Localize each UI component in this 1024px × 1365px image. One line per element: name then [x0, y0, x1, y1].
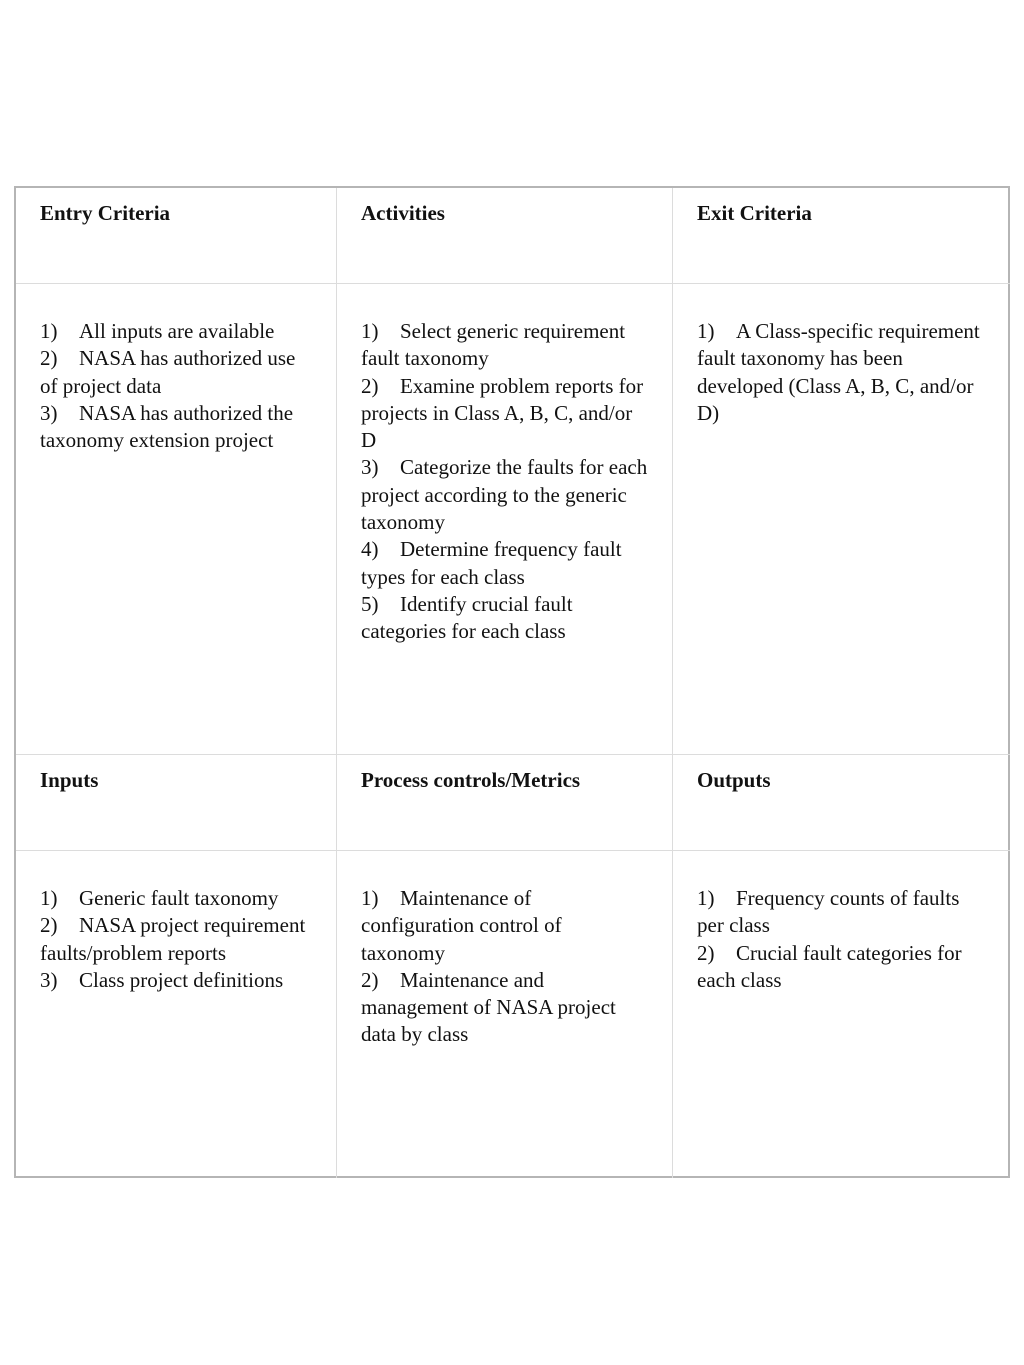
process-controls-cell: [337, 851, 673, 1178]
list-item: [40, 967, 312, 994]
list-item: [697, 940, 986, 995]
item-number: 1): [697, 319, 715, 343]
item-number: 1): [361, 886, 379, 910]
item-number: 1): [361, 319, 379, 343]
item-text: Generic fault taxonomy: [79, 886, 279, 910]
item-number: 1): [697, 886, 715, 910]
item-number: 3): [361, 455, 379, 480]
header-outputs: Outputs: [673, 755, 1010, 851]
item-text: NASA project requirement faults/problem reports: [40, 913, 306, 965]
item-text: A Class-specific requirement fault taxonomy has been developed (Class A, B, C, and/or D): [697, 319, 980, 425]
item-text: Crucial fault categories for each class: [697, 940, 962, 992]
item-text: Select generic requirement fault taxonomy: [361, 319, 626, 371]
item-number: 2): [697, 940, 715, 965]
header-activities: Activities: [337, 188, 673, 284]
list-item: [361, 373, 648, 455]
item-text: Examine problem reports for projects in Class A, B, C, and/or D: [361, 373, 644, 453]
item-text: Class project definitions: [79, 967, 284, 992]
item-text: All inputs are available: [79, 319, 275, 343]
list-item: [40, 318, 312, 345]
list-item: [361, 967, 648, 1049]
entry-criteria-cell: [16, 284, 337, 755]
item-number: 1): [40, 886, 58, 910]
item-text: Frequency counts of faults per class: [697, 886, 960, 938]
list-item: [361, 536, 648, 591]
header-inputs: Inputs: [16, 755, 337, 851]
item-text: NASA has authorized use of project data: [40, 346, 296, 398]
list-item: [361, 454, 648, 536]
item-number: 2): [361, 373, 379, 398]
list-item: [361, 318, 648, 373]
list-item: [361, 885, 648, 967]
item-text: NASA has authorized the taxonomy extension project: [40, 400, 294, 453]
item-text: Determine frequency fault types for each class: [361, 537, 622, 589]
item-text: Identify crucial fault categories for each class: [361, 591, 573, 644]
item-number: 3): [40, 400, 58, 425]
item-number: 2): [40, 913, 58, 938]
item-number: 2): [40, 346, 58, 371]
item-number: 1): [40, 319, 58, 343]
item-number: 4): [361, 537, 379, 562]
list-item: [40, 912, 312, 967]
exit-criteria-cell: [673, 284, 1010, 755]
item-text: Categorize the faults for each project according to the generic taxonomy: [361, 455, 648, 535]
list-item: [40, 400, 312, 455]
item-text: Maintenance of configuration control of taxonomy: [361, 886, 562, 965]
list-item: [40, 345, 312, 400]
criteria-table: [14, 186, 1010, 1178]
outputs-cell: [673, 851, 1010, 1178]
item-number: 3): [40, 967, 58, 992]
activities-cell: [337, 284, 673, 755]
item-number: 5): [361, 591, 379, 616]
list-item: [697, 318, 986, 427]
header-exit-criteria: Exit Criteria: [673, 188, 1010, 284]
list-item: [697, 885, 986, 940]
inputs-cell: [16, 851, 337, 1178]
list-item: [40, 885, 312, 912]
list-item: [361, 591, 648, 646]
header-entry-criteria: Entry Criteria: [16, 188, 337, 284]
header-process-controls-metrics: Process controls/Metrics: [337, 755, 673, 851]
item-text: Maintenance and management of NASA project data by class: [361, 967, 616, 1047]
item-number: 2): [361, 967, 379, 992]
